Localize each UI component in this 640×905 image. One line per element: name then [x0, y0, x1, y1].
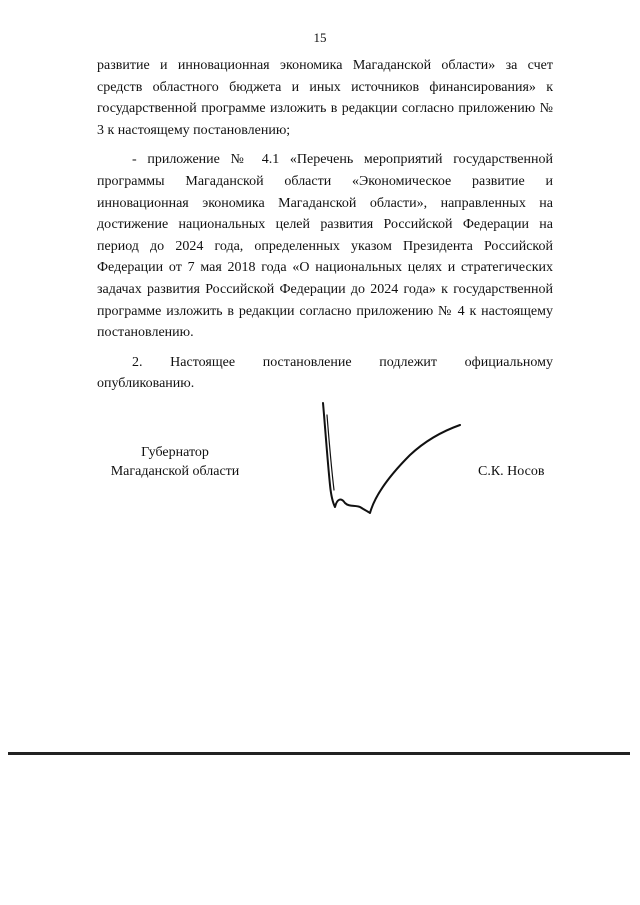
- paragraph-appendix-4-1: - приложение № 4.1 «Перечень мероприятий государственной программы Магаданской области «Экономическое развитие и инновационная экономика Магаданской области», направленных на достижение национальных целей развития Российской Федерации на период до 2024 года, определенных указом Президента Российской Федерации от 7 мая 2018 года «О национальных целях и стратегических задачах развития Российской Федерации до 2024 года» к государственной программе изложить в редакции согласно приложению № 4 к настоящему постановлению.: [97, 152, 553, 341]
- handwritten-signature: [305, 395, 475, 525]
- signatory-title: [100, 443, 250, 481]
- signatory-title-line1: Губернатор: [141, 445, 209, 460]
- signatory-title-line2: Магаданской области: [110, 464, 240, 479]
- document-body: [97, 55, 553, 403]
- page-number: 15: [313, 30, 327, 45]
- bottom-rule: [8, 752, 630, 755]
- paragraph-continuation: развитие и инновационная экономика Магаданской области» за счет средств областного бюджета и иных источников финансирования» к государственной программе изложить в редакции согласно приложению № 3 к настоящему постановлению;: [97, 58, 553, 138]
- signatory-name: С.К. Носов: [478, 464, 545, 479]
- paragraph-publication: 2. Настоящее постановление подлежит официальному опубликованию.: [97, 354, 553, 392]
